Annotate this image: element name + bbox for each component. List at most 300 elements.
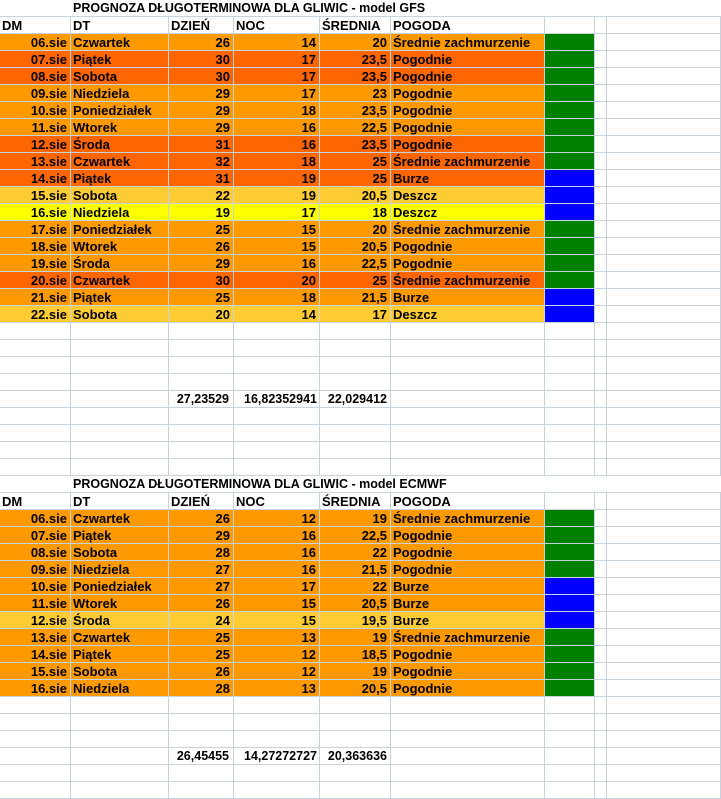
cell-avg[interactable]: 19,5 — [320, 612, 391, 629]
cell-night[interactable]: 18 — [234, 289, 320, 306]
cell-dm[interactable]: 15.sie — [0, 663, 71, 680]
cell-night[interactable]: 18 — [234, 102, 320, 119]
cell-avg[interactable]: 19 — [320, 663, 391, 680]
cell[interactable] — [234, 374, 320, 391]
cell[interactable] — [320, 357, 391, 374]
cell[interactable] — [607, 153, 721, 170]
cell[interactable] — [391, 340, 545, 357]
cell[interactable] — [391, 714, 545, 731]
cell-day[interactable]: 27 — [169, 561, 234, 578]
cell-dt[interactable]: Sobota — [71, 544, 169, 561]
cell[interactable] — [71, 442, 169, 459]
cell[interactable] — [545, 782, 595, 799]
cell-night[interactable]: 17 — [234, 85, 320, 102]
cell-night[interactable]: 14 — [234, 34, 320, 51]
weather-color-marker[interactable] — [545, 119, 595, 136]
cell[interactable] — [234, 442, 320, 459]
cell[interactable] — [607, 510, 721, 527]
cell-day[interactable]: 25 — [169, 629, 234, 646]
cell-avg[interactable]: 20 — [320, 34, 391, 51]
cell[interactable] — [607, 544, 721, 561]
cell[interactable] — [607, 782, 721, 799]
cell-weather[interactable]: Średnie zachmurzenie — [391, 153, 545, 170]
cell[interactable] — [0, 731, 71, 748]
cell[interactable] — [607, 357, 721, 374]
cell[interactable] — [595, 68, 607, 85]
cell-dt[interactable]: Sobota — [71, 663, 169, 680]
cell[interactable] — [320, 374, 391, 391]
column-header-dt[interactable]: DT — [71, 493, 169, 510]
weather-color-marker[interactable] — [545, 221, 595, 238]
column-header-weather[interactable]: POGODA — [391, 17, 545, 34]
cell[interactable] — [607, 612, 721, 629]
cell[interactable] — [320, 459, 391, 476]
cell[interactable] — [320, 714, 391, 731]
weather-color-marker[interactable] — [545, 68, 595, 85]
cell[interactable] — [234, 782, 320, 799]
cell-day[interactable]: 30 — [169, 272, 234, 289]
cell[interactable] — [607, 731, 721, 748]
cell[interactable] — [595, 459, 607, 476]
average-night[interactable]: 14,27272727 — [234, 748, 320, 765]
cell-day[interactable]: 26 — [169, 595, 234, 612]
average-mean[interactable]: 20,363636 — [320, 748, 391, 765]
weather-color-marker[interactable] — [545, 136, 595, 153]
cell-dt[interactable]: Wtorek — [71, 595, 169, 612]
cell[interactable] — [545, 425, 595, 442]
cell[interactable] — [595, 119, 607, 136]
cell-dm[interactable]: 12.sie — [0, 136, 71, 153]
cell[interactable] — [545, 374, 595, 391]
cell-day[interactable]: 22 — [169, 187, 234, 204]
cell[interactable] — [169, 714, 234, 731]
cell-day[interactable]: 30 — [169, 68, 234, 85]
cell-avg[interactable]: 25 — [320, 153, 391, 170]
average-mean[interactable]: 22,029412 — [320, 391, 391, 408]
cell[interactable] — [595, 272, 607, 289]
cell-dm[interactable]: 10.sie — [0, 102, 71, 119]
cell[interactable] — [545, 442, 595, 459]
cell-avg[interactable]: 17 — [320, 306, 391, 323]
weather-color-marker[interactable] — [545, 561, 595, 578]
cell-weather[interactable]: Burze — [391, 578, 545, 595]
cell[interactable] — [595, 17, 607, 34]
cell[interactable] — [0, 0, 71, 17]
cell-weather[interactable]: Średnie zachmurzenie — [391, 221, 545, 238]
cell-avg[interactable]: 20,5 — [320, 680, 391, 697]
cell-night[interactable]: 13 — [234, 629, 320, 646]
cell-day[interactable]: 32 — [169, 153, 234, 170]
cell[interactable] — [595, 476, 607, 493]
cell[interactable] — [545, 714, 595, 731]
weather-color-marker[interactable] — [545, 663, 595, 680]
cell[interactable] — [607, 17, 721, 34]
cell[interactable] — [607, 391, 721, 408]
cell[interactable] — [607, 272, 721, 289]
cell-dt[interactable]: Czwartek — [71, 629, 169, 646]
cell-weather[interactable]: Pogodnie — [391, 255, 545, 272]
cell[interactable] — [0, 697, 71, 714]
cell-night[interactable]: 20 — [234, 272, 320, 289]
cell[interactable] — [545, 765, 595, 782]
cell[interactable] — [0, 459, 71, 476]
cell-avg[interactable]: 19 — [320, 629, 391, 646]
cell-weather[interactable]: Pogodnie — [391, 527, 545, 544]
cell[interactable] — [607, 136, 721, 153]
cell[interactable] — [607, 85, 721, 102]
cell[interactable] — [607, 289, 721, 306]
cell[interactable] — [320, 425, 391, 442]
column-header-dm[interactable]: DM — [0, 493, 71, 510]
cell-weather[interactable]: Burze — [391, 170, 545, 187]
cell[interactable] — [71, 374, 169, 391]
column-header-weather[interactable]: POGODA — [391, 493, 545, 510]
cell-weather[interactable]: Średnie zachmurzenie — [391, 629, 545, 646]
cell-avg[interactable]: 18 — [320, 204, 391, 221]
cell-dm[interactable]: 08.sie — [0, 68, 71, 85]
cell[interactable] — [0, 442, 71, 459]
cell[interactable] — [234, 697, 320, 714]
cell[interactable] — [234, 459, 320, 476]
cell[interactable] — [595, 306, 607, 323]
cell[interactable] — [607, 697, 721, 714]
cell-avg[interactable]: 20,5 — [320, 595, 391, 612]
average-day[interactable]: 26,45455 — [169, 748, 234, 765]
cell[interactable] — [595, 170, 607, 187]
cell-dm[interactable]: 14.sie — [0, 646, 71, 663]
cell[interactable] — [607, 102, 721, 119]
column-header-night[interactable]: NOC — [234, 493, 320, 510]
cell[interactable] — [391, 374, 545, 391]
weather-color-marker[interactable] — [545, 578, 595, 595]
cell-dm[interactable]: 09.sie — [0, 561, 71, 578]
cell-dt[interactable]: Poniedziałek — [71, 102, 169, 119]
cell[interactable] — [169, 374, 234, 391]
cell-dt[interactable]: Środa — [71, 612, 169, 629]
cell[interactable] — [234, 425, 320, 442]
cell[interactable] — [0, 408, 71, 425]
cell[interactable] — [320, 323, 391, 340]
cell-dm[interactable]: 19.sie — [0, 255, 71, 272]
cell-dm[interactable]: 15.sie — [0, 187, 71, 204]
cell[interactable] — [391, 442, 545, 459]
cell[interactable] — [595, 374, 607, 391]
cell-night[interactable]: 15 — [234, 221, 320, 238]
cell[interactable] — [545, 476, 595, 493]
cell[interactable] — [391, 459, 545, 476]
cell-weather[interactable]: Pogodnie — [391, 238, 545, 255]
cell[interactable] — [320, 697, 391, 714]
cell-day[interactable]: 28 — [169, 544, 234, 561]
weather-color-marker[interactable] — [545, 255, 595, 272]
cell-weather[interactable]: Pogodnie — [391, 51, 545, 68]
cell-avg[interactable]: 23,5 — [320, 136, 391, 153]
cell-avg[interactable]: 21,5 — [320, 289, 391, 306]
cell[interactable] — [71, 391, 169, 408]
weather-color-marker[interactable] — [545, 289, 595, 306]
cell-weather[interactable]: Pogodnie — [391, 102, 545, 119]
cell[interactable] — [71, 714, 169, 731]
cell[interactable] — [595, 561, 607, 578]
cell-dm[interactable]: 10.sie — [0, 578, 71, 595]
cell[interactable] — [607, 0, 721, 17]
weather-color-marker[interactable] — [545, 272, 595, 289]
cell-avg[interactable]: 22,5 — [320, 527, 391, 544]
cell[interactable] — [595, 255, 607, 272]
cell[interactable] — [71, 425, 169, 442]
cell[interactable] — [595, 357, 607, 374]
cell-day[interactable]: 25 — [169, 289, 234, 306]
weather-color-marker[interactable] — [545, 238, 595, 255]
cell[interactable] — [607, 34, 721, 51]
cell-dm[interactable]: 18.sie — [0, 238, 71, 255]
cell[interactable] — [595, 238, 607, 255]
cell[interactable] — [320, 731, 391, 748]
cell[interactable] — [607, 119, 721, 136]
cell[interactable] — [595, 136, 607, 153]
cell-dm[interactable]: 17.sie — [0, 221, 71, 238]
cell[interactable] — [234, 340, 320, 357]
cell-night[interactable]: 18 — [234, 153, 320, 170]
weather-color-marker[interactable] — [545, 595, 595, 612]
cell-weather[interactable]: Średnie zachmurzenie — [391, 272, 545, 289]
cell[interactable] — [607, 340, 721, 357]
cell-avg[interactable]: 20,5 — [320, 238, 391, 255]
cell-avg[interactable]: 23,5 — [320, 51, 391, 68]
weather-color-marker[interactable] — [545, 646, 595, 663]
cell[interactable] — [0, 714, 71, 731]
cell-day[interactable]: 24 — [169, 612, 234, 629]
cell-night[interactable]: 19 — [234, 170, 320, 187]
weather-color-marker[interactable] — [545, 102, 595, 119]
cell-night[interactable]: 16 — [234, 119, 320, 136]
cell[interactable] — [595, 34, 607, 51]
cell-dm[interactable]: 08.sie — [0, 544, 71, 561]
cell-night[interactable]: 19 — [234, 187, 320, 204]
cell[interactable] — [595, 629, 607, 646]
cell-night[interactable]: 16 — [234, 527, 320, 544]
cell-night[interactable]: 16 — [234, 544, 320, 561]
cell[interactable] — [169, 323, 234, 340]
weather-color-marker[interactable] — [545, 51, 595, 68]
cell-dt[interactable]: Piątek — [71, 289, 169, 306]
cell-weather[interactable]: Pogodnie — [391, 136, 545, 153]
cell[interactable] — [545, 323, 595, 340]
cell-night[interactable]: 17 — [234, 578, 320, 595]
weather-color-marker[interactable] — [545, 680, 595, 697]
cell[interactable] — [320, 442, 391, 459]
cell-avg[interactable]: 23,5 — [320, 68, 391, 85]
cell-dt[interactable]: Piątek — [71, 527, 169, 544]
weather-color-marker[interactable] — [545, 170, 595, 187]
cell[interactable] — [595, 391, 607, 408]
cell[interactable] — [607, 306, 721, 323]
cell[interactable] — [607, 561, 721, 578]
cell[interactable] — [595, 646, 607, 663]
cell[interactable] — [607, 187, 721, 204]
cell-dm[interactable]: 12.sie — [0, 612, 71, 629]
cell[interactable] — [595, 187, 607, 204]
cell[interactable] — [595, 425, 607, 442]
cell[interactable] — [595, 544, 607, 561]
cell[interactable] — [595, 765, 607, 782]
cell-day[interactable]: 29 — [169, 255, 234, 272]
cell[interactable] — [71, 731, 169, 748]
cell-dm[interactable]: 20.sie — [0, 272, 71, 289]
cell-weather[interactable]: Pogodnie — [391, 68, 545, 85]
cell-weather[interactable]: Średnie zachmurzenie — [391, 34, 545, 51]
cell[interactable] — [71, 408, 169, 425]
weather-color-marker[interactable] — [545, 544, 595, 561]
cell-day[interactable]: 30 — [169, 51, 234, 68]
cell-dt[interactable]: Wtorek — [71, 119, 169, 136]
cell[interactable] — [607, 578, 721, 595]
cell[interactable] — [595, 323, 607, 340]
cell-day[interactable]: 26 — [169, 34, 234, 51]
cell-dt[interactable]: Niedziela — [71, 680, 169, 697]
cell[interactable] — [595, 153, 607, 170]
cell-weather[interactable]: Pogodnie — [391, 119, 545, 136]
weather-color-marker[interactable] — [545, 612, 595, 629]
cell-avg[interactable]: 22 — [320, 544, 391, 561]
cell[interactable] — [545, 408, 595, 425]
cell[interactable] — [545, 697, 595, 714]
cell[interactable] — [607, 765, 721, 782]
cell-dt[interactable]: Poniedziałek — [71, 221, 169, 238]
cell-day[interactable]: 19 — [169, 204, 234, 221]
average-night[interactable]: 16,82352941 — [234, 391, 320, 408]
cell[interactable] — [595, 782, 607, 799]
cell[interactable] — [0, 357, 71, 374]
cell[interactable] — [169, 782, 234, 799]
cell[interactable] — [169, 765, 234, 782]
cell[interactable] — [595, 408, 607, 425]
weather-color-marker[interactable] — [545, 527, 595, 544]
cell[interactable] — [595, 714, 607, 731]
cell-dt[interactable]: Niedziela — [71, 204, 169, 221]
cell[interactable] — [71, 459, 169, 476]
cell[interactable] — [595, 527, 607, 544]
cell-weather[interactable]: Deszcz — [391, 204, 545, 221]
cell[interactable] — [607, 476, 721, 493]
cell-weather[interactable]: Burze — [391, 289, 545, 306]
weather-color-marker[interactable] — [545, 85, 595, 102]
column-header-night[interactable]: NOC — [234, 17, 320, 34]
cell[interactable] — [607, 204, 721, 221]
cell[interactable] — [595, 680, 607, 697]
cell[interactable] — [391, 782, 545, 799]
cell-dm[interactable]: 07.sie — [0, 51, 71, 68]
cell-day[interactable]: 28 — [169, 680, 234, 697]
cell-dm[interactable]: 21.sie — [0, 289, 71, 306]
cell-day[interactable]: 25 — [169, 221, 234, 238]
cell[interactable] — [169, 442, 234, 459]
cell[interactable] — [391, 765, 545, 782]
cell-night[interactable]: 15 — [234, 595, 320, 612]
cell-dm[interactable]: 11.sie — [0, 595, 71, 612]
cell-dt[interactable]: Niedziela — [71, 85, 169, 102]
cell-dm[interactable]: 07.sie — [0, 527, 71, 544]
cell[interactable] — [71, 748, 169, 765]
cell[interactable] — [391, 408, 545, 425]
cell-night[interactable]: 17 — [234, 68, 320, 85]
weather-color-marker[interactable] — [545, 34, 595, 51]
cell-day[interactable]: 25 — [169, 646, 234, 663]
cell[interactable] — [595, 731, 607, 748]
cell[interactable] — [391, 731, 545, 748]
cell[interactable] — [607, 663, 721, 680]
cell-day[interactable]: 26 — [169, 663, 234, 680]
cell[interactable] — [391, 748, 545, 765]
weather-color-marker[interactable] — [545, 204, 595, 221]
weather-color-marker[interactable] — [545, 629, 595, 646]
column-header-dt[interactable]: DT — [71, 17, 169, 34]
cell-night[interactable]: 12 — [234, 510, 320, 527]
cell-dm[interactable]: 16.sie — [0, 204, 71, 221]
cell-dm[interactable]: 13.sie — [0, 153, 71, 170]
cell-dt[interactable]: Sobota — [71, 187, 169, 204]
cell[interactable] — [607, 595, 721, 612]
cell[interactable] — [545, 17, 595, 34]
cell[interactable] — [607, 714, 721, 731]
cell[interactable] — [71, 765, 169, 782]
cell-avg[interactable]: 25 — [320, 272, 391, 289]
cell[interactable] — [595, 204, 607, 221]
cell-night[interactable]: 14 — [234, 306, 320, 323]
cell-dt[interactable]: Piątek — [71, 170, 169, 187]
column-header-avg[interactable]: ŚREDNIA — [320, 493, 391, 510]
cell-avg[interactable]: 23 — [320, 85, 391, 102]
column-header-avg[interactable]: ŚREDNIA — [320, 17, 391, 34]
cell-day[interactable]: 29 — [169, 85, 234, 102]
cell-avg[interactable]: 18,5 — [320, 646, 391, 663]
cell[interactable] — [0, 748, 71, 765]
cell[interactable] — [71, 340, 169, 357]
cell-avg[interactable]: 20,5 — [320, 187, 391, 204]
cell[interactable] — [595, 697, 607, 714]
cell[interactable] — [607, 527, 721, 544]
cell-dt[interactable]: Czwartek — [71, 272, 169, 289]
cell[interactable] — [0, 374, 71, 391]
cell-dm[interactable]: 09.sie — [0, 85, 71, 102]
cell[interactable] — [595, 102, 607, 119]
cell-night[interactable]: 12 — [234, 646, 320, 663]
cell-day[interactable]: 20 — [169, 306, 234, 323]
cell[interactable] — [595, 578, 607, 595]
cell-day[interactable]: 29 — [169, 527, 234, 544]
cell[interactable] — [607, 680, 721, 697]
cell[interactable] — [607, 238, 721, 255]
cell[interactable] — [545, 340, 595, 357]
cell[interactable] — [595, 289, 607, 306]
cell[interactable] — [607, 459, 721, 476]
cell-dm[interactable]: 06.sie — [0, 34, 71, 51]
cell[interactable] — [0, 425, 71, 442]
cell-weather[interactable]: Burze — [391, 612, 545, 629]
cell[interactable] — [607, 323, 721, 340]
column-header-day[interactable]: DZIEŃ — [169, 493, 234, 510]
cell[interactable] — [607, 425, 721, 442]
cell-weather[interactable]: Pogodnie — [391, 85, 545, 102]
cell-avg[interactable]: 21,5 — [320, 561, 391, 578]
cell[interactable] — [545, 493, 595, 510]
cell[interactable] — [595, 85, 607, 102]
cell[interactable] — [607, 646, 721, 663]
cell[interactable] — [0, 391, 71, 408]
cell[interactable] — [595, 612, 607, 629]
cell-weather[interactable]: Deszcz — [391, 187, 545, 204]
cell[interactable] — [71, 697, 169, 714]
